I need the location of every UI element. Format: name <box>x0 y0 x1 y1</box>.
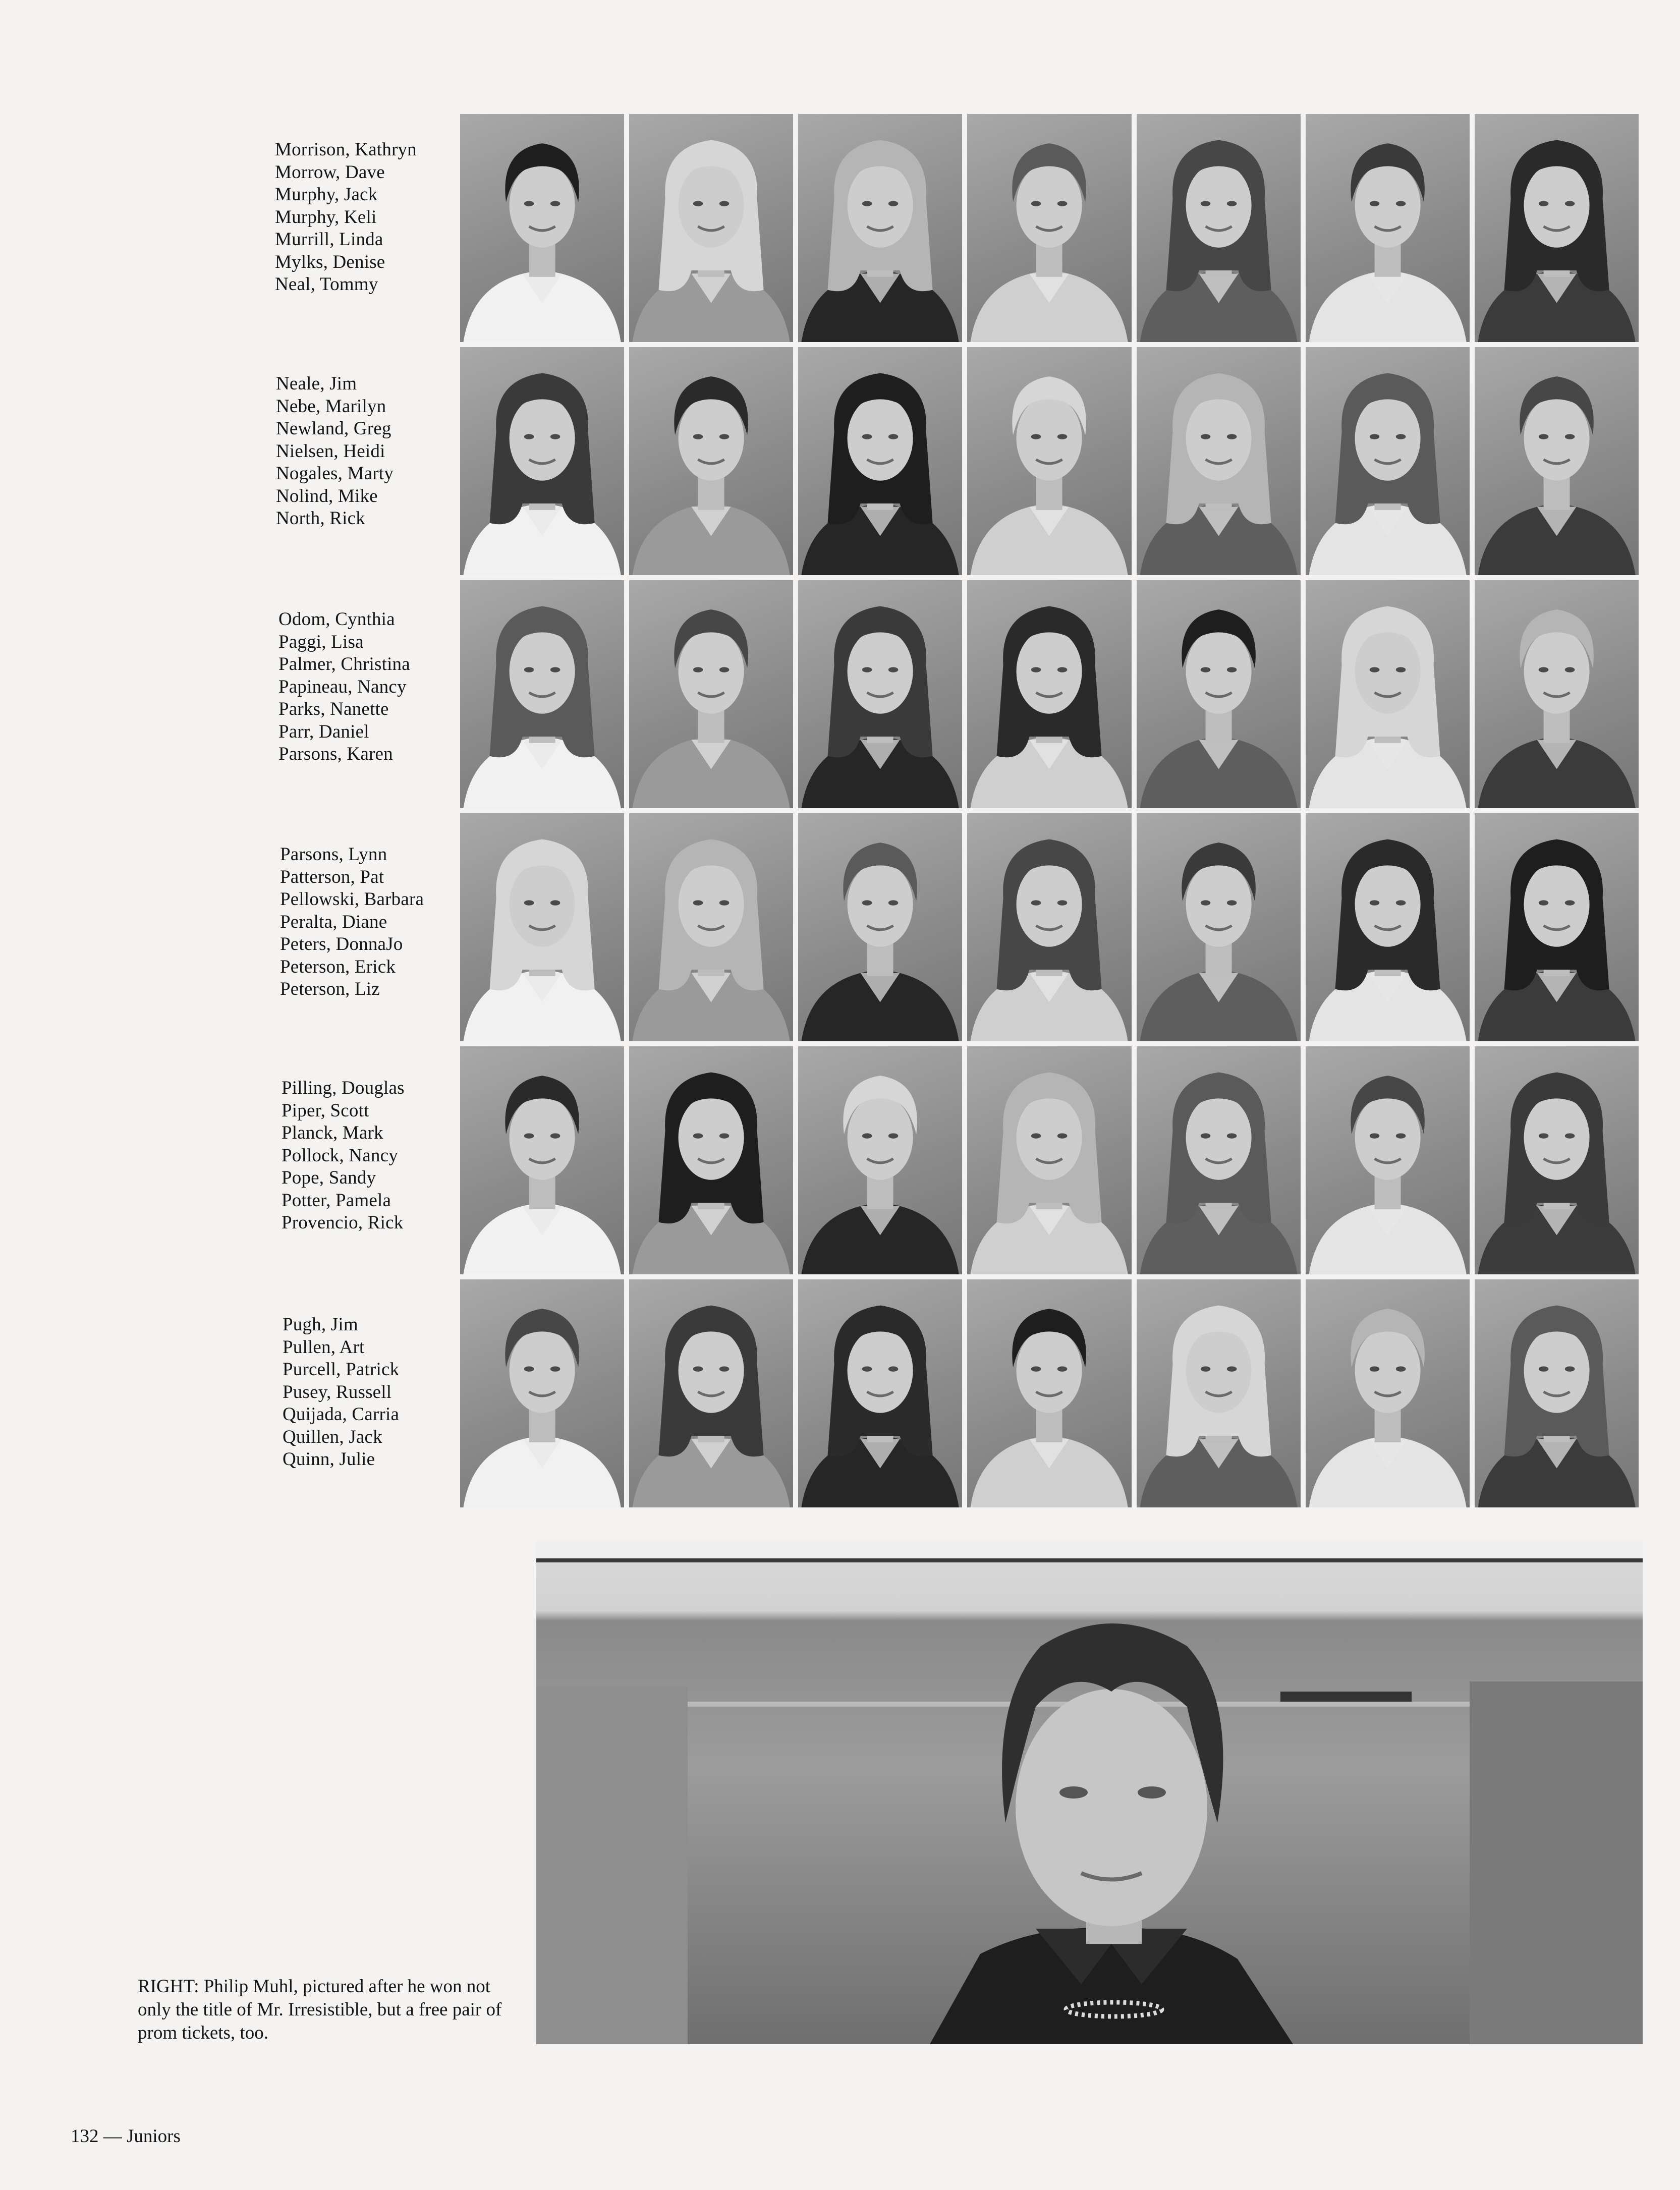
name-item: Murphy, Jack <box>275 184 378 205</box>
name-item: Peterson, Erick <box>280 956 396 977</box>
portrait-photo <box>629 114 793 342</box>
name-item: Mylks, Denise <box>275 251 385 272</box>
name-item: Nielsen, Heidi <box>276 440 385 462</box>
portrait-photo <box>1306 813 1470 1041</box>
name-item: Newland, Greg <box>276 418 391 439</box>
portrait-photo <box>798 114 962 342</box>
name-item: Morrison, Kathryn <box>275 139 417 160</box>
name-item: Piper, Scott <box>282 1100 369 1121</box>
portrait-photo <box>967 580 1131 808</box>
name-item: Papineau, Nancy <box>278 676 407 697</box>
portrait-photo <box>629 813 793 1041</box>
name-item: Peterson, Liz <box>280 979 380 999</box>
photo-caption: RIGHT: Philip Muhl, pictured after he won not only the title of Mr. Irresistible, but a free pair of prom tickets, too. <box>138 1976 502 2043</box>
portrait-photo <box>629 580 793 808</box>
name-item: Pellowski, Barbara <box>280 889 424 910</box>
portrait-photo <box>1306 1279 1470 1507</box>
portrait-photo <box>1475 1279 1639 1507</box>
page-folio: 132 — Juniors <box>71 2126 181 2147</box>
portrait-photo <box>460 114 624 342</box>
name-item: Nebe, Marilyn <box>276 396 386 417</box>
name-item: Quillen, Jack <box>283 1426 382 1447</box>
name-item: Murrill, Linda <box>275 229 383 250</box>
name-list-row-1 <box>275 139 417 296</box>
portrait-photo <box>1475 347 1639 575</box>
name-list-row-5 <box>282 1077 405 1234</box>
name-list-row-6 <box>283 1314 399 1471</box>
name-list-row-2 <box>276 373 394 530</box>
portrait-photo <box>629 347 793 575</box>
portrait-photo <box>1475 114 1639 342</box>
name-list-row-3 <box>278 608 410 766</box>
name-item: Purcell, Patrick <box>283 1359 400 1380</box>
portrait-photo <box>798 1279 962 1507</box>
portrait-photo <box>967 1279 1131 1507</box>
portrait-photo <box>967 347 1131 575</box>
portrait-photo <box>967 1046 1131 1274</box>
name-item: Parsons, Lynn <box>280 844 387 865</box>
name-item: Nogales, Marty <box>276 463 394 484</box>
portrait-photo <box>1475 1046 1639 1274</box>
portrait-photo <box>1137 580 1301 808</box>
candid-photo-image <box>536 1540 1643 2044</box>
portrait-photo <box>1306 580 1470 808</box>
portrait-photo <box>629 1279 793 1507</box>
name-item: Provencio, Rick <box>282 1212 404 1233</box>
name-item: Pollock, Nancy <box>282 1145 398 1166</box>
name-item: Peters, DonnaJo <box>280 934 403 954</box>
portrait-photo <box>967 114 1131 342</box>
portrait-photo <box>798 813 962 1041</box>
portrait-photo <box>798 580 962 808</box>
name-item: North, Rick <box>276 508 365 529</box>
portrait-photo <box>798 347 962 575</box>
name-item: Planck, Mark <box>282 1122 383 1143</box>
name-item: Pilling, Douglas <box>282 1078 405 1098</box>
name-item: Odom, Cynthia <box>278 609 395 630</box>
name-item: Paggi, Lisa <box>278 631 364 652</box>
name-item: Neale, Jim <box>276 373 357 394</box>
portrait-photo <box>1137 1279 1301 1507</box>
portrait-photo <box>1306 114 1470 342</box>
portrait-photo <box>460 813 624 1041</box>
name-item: Patterson, Pat <box>280 866 384 887</box>
portrait-photo <box>1137 114 1301 342</box>
name-item: Nolind, Mike <box>276 485 378 507</box>
name-item: Pullen, Art <box>283 1336 365 1358</box>
name-item: Murphy, Keli <box>275 206 377 228</box>
portrait-photo <box>798 1046 962 1274</box>
name-item: Parr, Daniel <box>278 721 369 742</box>
name-item: Neal, Tommy <box>275 274 378 295</box>
portrait-photo <box>629 1046 793 1274</box>
candid-photo <box>536 1540 1643 2044</box>
name-item: Pugh, Jim <box>283 1314 358 1335</box>
portrait-photo <box>1475 580 1639 808</box>
name-item: Palmer, Christina <box>278 654 410 675</box>
name-item: Parsons, Karen <box>278 744 393 764</box>
portrait-photo <box>460 347 624 575</box>
portrait-photo <box>460 580 624 808</box>
name-item: Quinn, Julie <box>283 1449 375 1470</box>
portrait-photo <box>1137 1046 1301 1274</box>
name-item: Peralta, Diane <box>280 911 387 932</box>
name-list-row-4 <box>280 844 424 1001</box>
portrait-photo <box>1137 347 1301 575</box>
name-item: Parks, Nanette <box>278 699 389 719</box>
name-item: Pusey, Russell <box>283 1381 392 1402</box>
name-item: Quijada, Carria <box>283 1404 400 1425</box>
portrait-photo <box>460 1046 624 1274</box>
name-item: Pope, Sandy <box>282 1167 376 1188</box>
portrait-photo <box>1306 1046 1470 1274</box>
portrait-photo <box>1306 347 1470 575</box>
portrait-photo <box>460 1279 624 1507</box>
portrait-photo <box>967 813 1131 1041</box>
portrait-photo <box>1137 813 1301 1041</box>
portrait-photo <box>1475 813 1639 1041</box>
name-item: Morrow, Dave <box>275 161 385 183</box>
portrait-grid <box>460 114 1639 1507</box>
name-item: Potter, Pamela <box>282 1190 391 1211</box>
